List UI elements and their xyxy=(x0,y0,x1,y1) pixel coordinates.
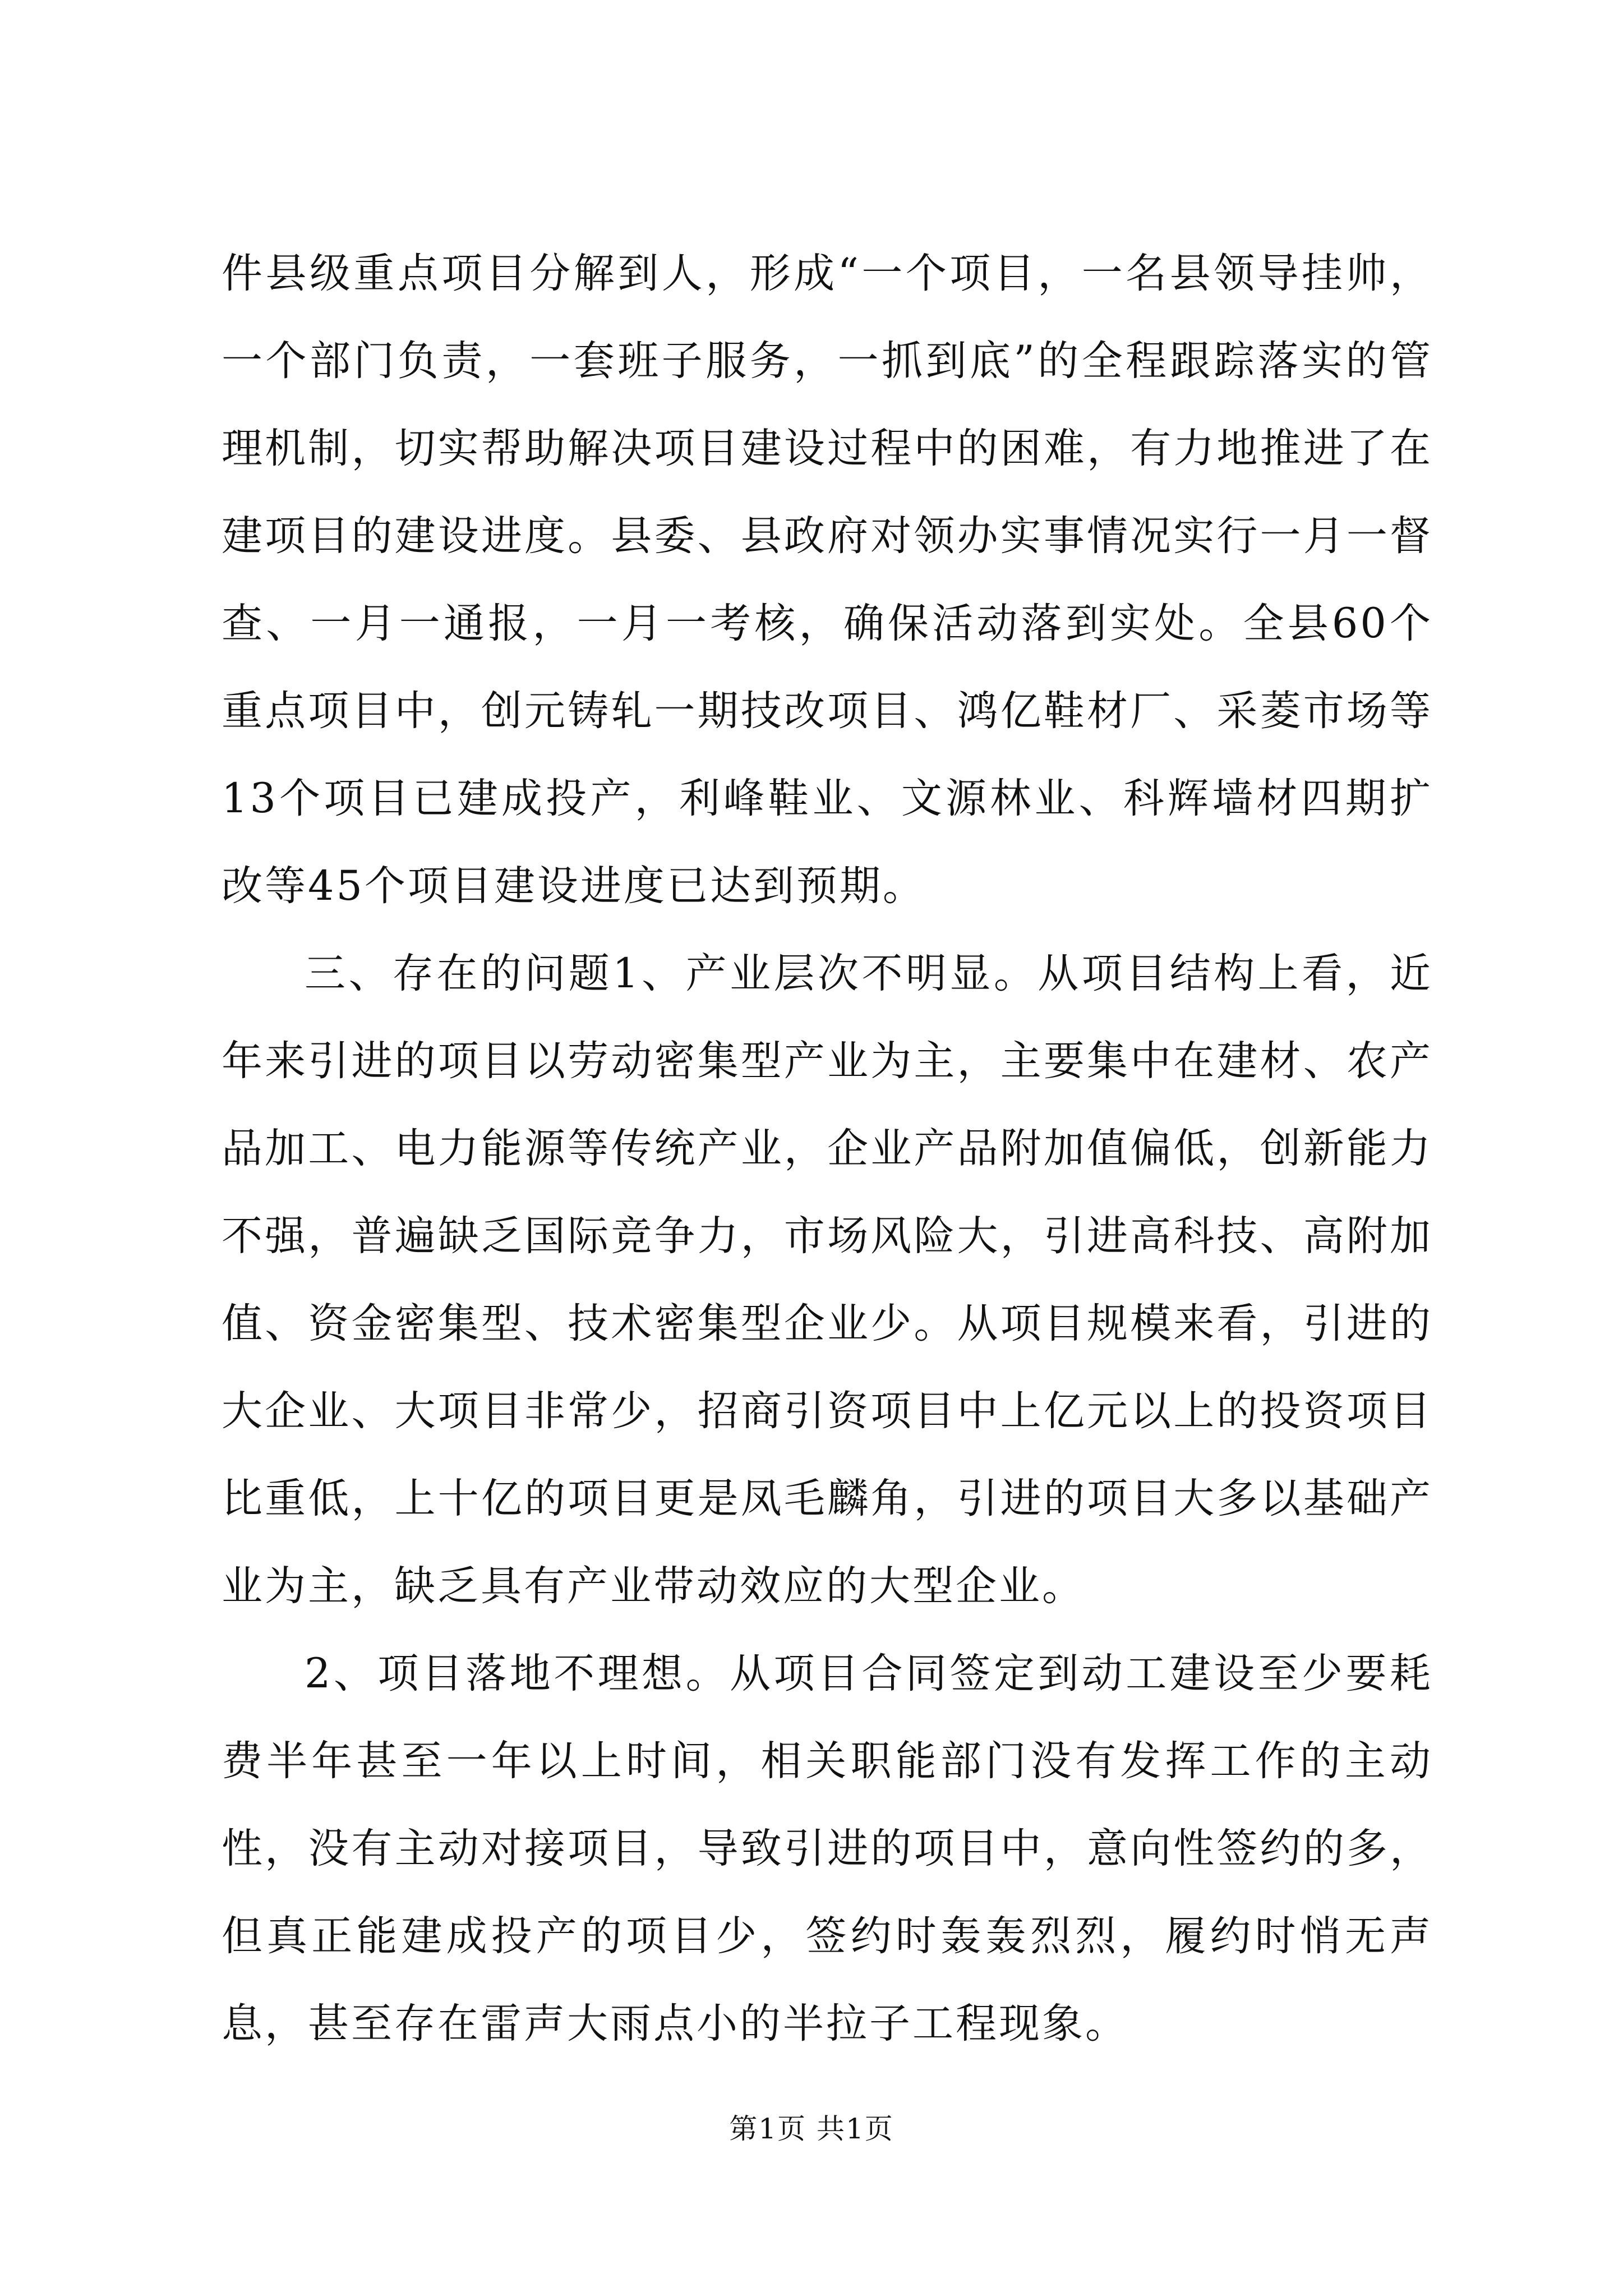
paragraph-item-two: 2、项目落地不理想。从项目合同签定到动工建设至少要耗费半年甚至一年以上时间，相关职能部门没有发挥工作的主动性，没有主动对接项目，导致引进的项目中，意向性签约的多，但真正能建成投产的项目少，签约时轰轰烈烈，履约时悄无声息，甚至存在雷声大雨点小的半拉子工程现象。 xyxy=(222,1650,1433,2047)
paragraph-section-three: 三、存在的问题1、产业层次不明显。从项目结构上看，近年来引进的项目以劳动密集型产业为主，主要集中在建材、农产品加工、电力能源等传统产业，企业产品附加值偏低，创新能力不强，普遍缺乏国际竞争力，市场风险大，引进高科技、高附加值、资金密集型、技术密集型企业少。从项目规模来看，引进的大企业、大项目非常少，招商引资项目中上亿元以上的投资项目比重低，上十亿的项目更是凤毛麟角，引进的项目大多以基础产业为主，缺乏具有产业带动效应的大型企业。 xyxy=(222,950,1433,1610)
document-body xyxy=(222,230,1433,2068)
paragraph-continuation: 件县级重点项目分解到人，形成“一个项目，一名县领导挂帅，一个部门负责，一套班子服务，一抓到底”的全程跟踪落实的管理机制，切实帮助解决项目建设过程中的困难，有力地推进了在建项目的建设进度。县委、县政府对领办实事情况实行一月一督查、一月一通报，一月一考核，确保活动落到实处。全县60个重点项目中，创元铸轧一期技改项目、鸿亿鞋材厂、采菱市场等13个项目已建成投产，利峰鞋业、文源林业、科辉墙材四期扩改等45个项目建设进度已达到预期。 xyxy=(222,250,1433,910)
page-number-footer: 第1页 共1页 xyxy=(729,2113,894,2145)
